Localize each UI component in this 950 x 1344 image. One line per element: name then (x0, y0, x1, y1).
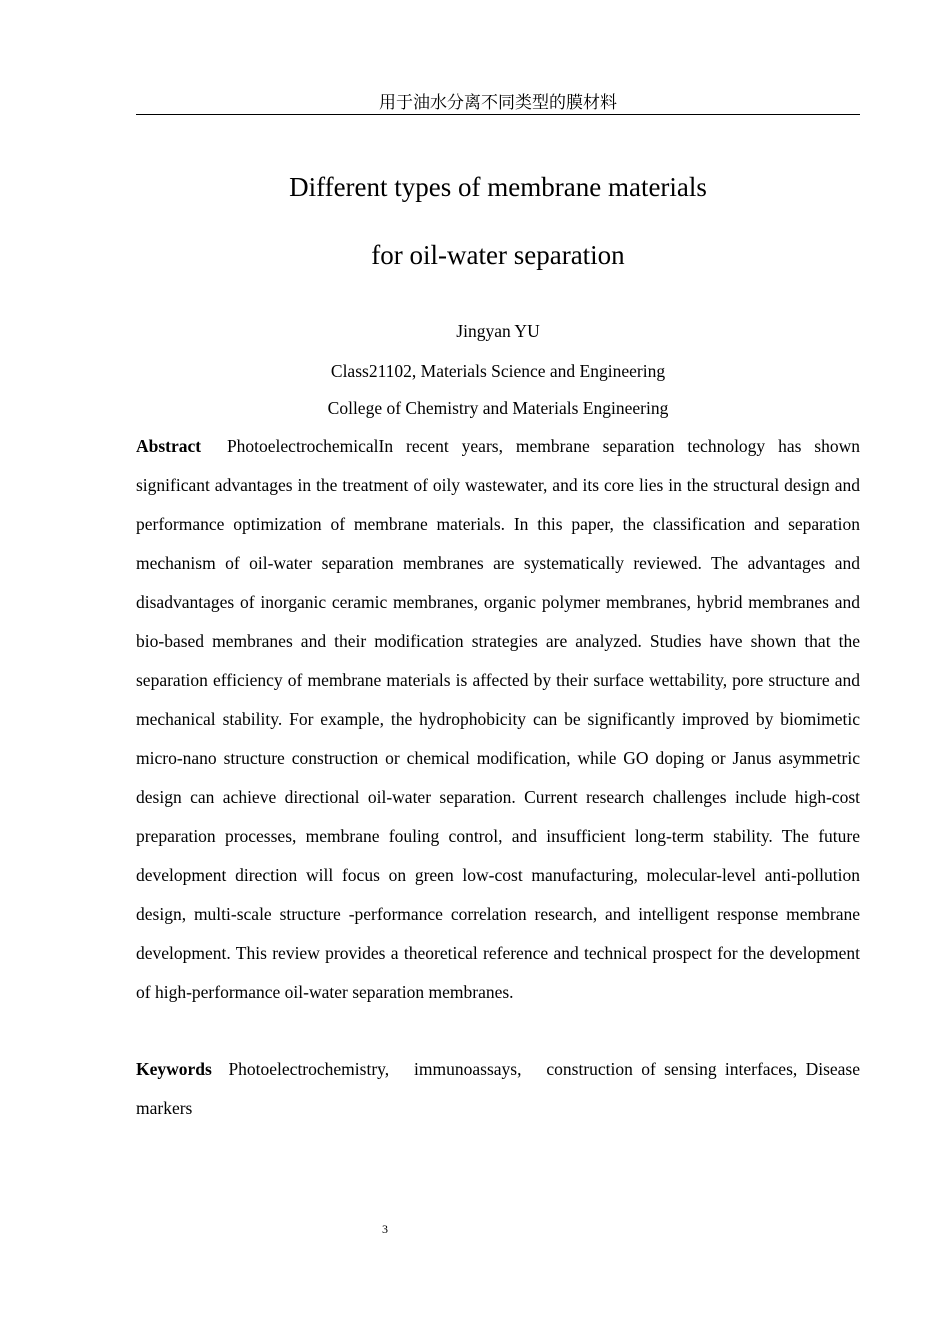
author-college: College of Chemistry and Materials Engineering (327, 398, 669, 418)
abstract-label: Abstract (136, 436, 202, 456)
paper-title-line-1: Different types of membrane materials (289, 172, 707, 202)
abstract-text: PhotoelectrochemicalIn recent years, membrane separation technology has shown significant advantages in the treatment of oily wastewater, and its core lies in the structural design and performance optimization of membrane materials. In this paper, the classification and separation mechanism of oil-water separation membranes are systematically reviewed. The advantages and disadvantages of inorganic ceramic membranes, organic polymer membranes, hybrid membranes and bio-based membranes and their modification strategies are analyzed. Studies have shown that the separation efficiency of membrane materials is affected by their surface wettability, pore structure and mechanical stability. For example, the hydrophobicity can be significantly improved by biomimetic micro-nano structure construction or chemical modification, while GO doping or Janus asymmetric design can achieve directional oil-water separation. Current research challenges include high-cost preparation processes, membrane fouling control, and insufficient long-term stability. The future development direction will focus on green low-cost manufacturing, molecular-level anti-pollution design, multi-scale structure -performance correlation research, and intelligent response membrane development. This review provides a theoretical reference and technical prospect for the development of high-performance oil-water separation membranes. (136, 436, 861, 1002)
author-name: Jingyan YU (456, 321, 540, 341)
header-rule (136, 114, 860, 115)
keyword-item: immunoassays, (414, 1059, 522, 1079)
keywords-label: Keywords (136, 1059, 212, 1079)
keyword-item: construction of sensing interfaces, (546, 1059, 798, 1079)
abstract-paragraph (136, 427, 860, 1012)
keyword-item: Disease markers (136, 1059, 861, 1118)
running-header: 用于油水分离不同类型的膜材料 (379, 93, 617, 113)
keyword-item: Photoelectrochemistry, (228, 1059, 390, 1079)
page-number: 3 (382, 1222, 388, 1236)
paper-title-line-2: for oil-water separation (371, 240, 625, 270)
author-class: Class21102, Materials Science and Engineering (330, 361, 666, 381)
keywords-paragraph (136, 1050, 860, 1128)
